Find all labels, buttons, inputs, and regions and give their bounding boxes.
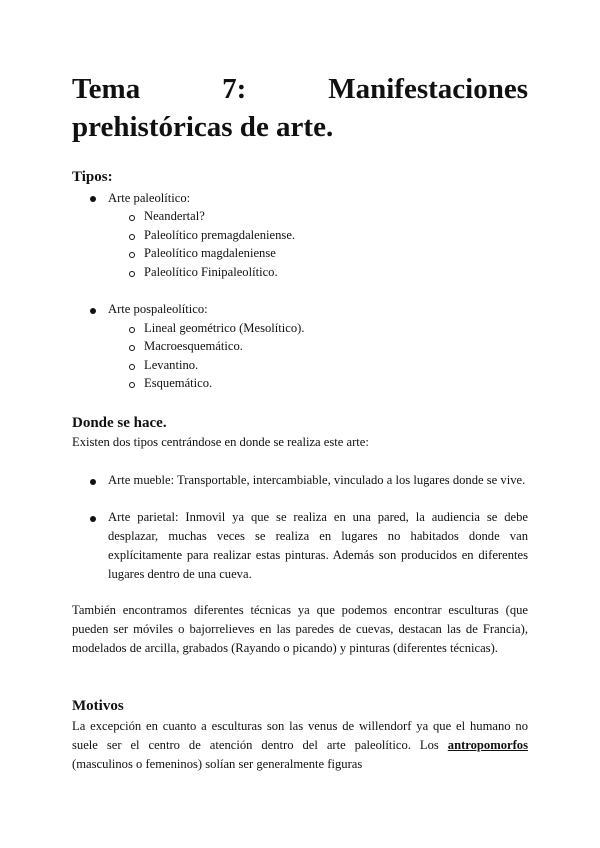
bullet-dot-icon (90, 196, 96, 202)
donde-intro: Existen dos tipos centrándose en donde se realiza este arte: (72, 435, 369, 449)
list-item: Arte paleolítico: (108, 191, 191, 205)
motivos-text-cont: (masculinos o femeninos) solían ser generalmente figuras (72, 757, 363, 771)
bullet-circle-icon (129, 215, 135, 221)
bullet-circle-icon (129, 252, 135, 258)
list-item: Arte pospaleolítico: (108, 302, 208, 316)
page-title: Tema 7: Manifestaciones prehistóricas de arte. (72, 73, 528, 143)
motivos-text: La excepción en cuanto a esculturas son las venus de willendorf ya que el humano no suele ser el centro de atención dentro del arte paleolítico. Los (72, 719, 528, 752)
bullet-dot-icon (90, 308, 96, 314)
list-item: Lineal geométrico (Mesolítico). (144, 321, 305, 335)
motivos-paragraph (72, 717, 528, 774)
bullet-circle-icon (129, 271, 135, 277)
list-item: Arte parietal: Inmovil ya que se realiza en una pared, la audiencia se debe desplazar, muchas veces se realiza en lugares no habitados donde van explícitamente para realizar estas pinturas. Además son producidos en diferentes lugares dentro de una cueva. (108, 510, 528, 581)
bullet-dot-icon (90, 516, 96, 522)
bullet-circle-icon (129, 382, 135, 388)
bullet-circle-icon (129, 327, 135, 333)
list-item: Paleolítico Finipaleolítico. (144, 265, 278, 279)
bullet-circle-icon (129, 364, 135, 370)
list-item: Levantino. (144, 358, 199, 372)
bullet-dot-icon (90, 479, 96, 485)
bullet-circle-icon (129, 234, 135, 240)
donde-heading: Donde se hace. (72, 415, 167, 431)
list-item: Paleolítico premagdaleniense. (144, 228, 296, 242)
motivos-heading: Motivos (72, 698, 124, 714)
list-item: Arte mueble: Transportable, intercambiable, vinculado a los lugares donde se vive. (108, 473, 526, 487)
tecnicas-paragraph: También encontramos diferentes técnicas ya que podemos encontrar esculturas (que pueden ser móviles o bajorrelieves en las paredes de cuevas, destacan las de Francia), modelados de arcilla, grabados (Rayando o picando) y pinturas (diferentes técnicas). (72, 603, 528, 655)
bullet-circle-icon (129, 345, 135, 351)
antropomorfos-term: antropomorfos (447, 738, 528, 752)
list-item: Esquemático. (144, 376, 213, 390)
list-item: Paleolítico magdaleniense (144, 246, 276, 260)
list-item: Macroesquemático. (144, 339, 243, 353)
list-item: Neandertal? (144, 209, 205, 223)
tipos-heading: Tipos: (72, 169, 113, 185)
